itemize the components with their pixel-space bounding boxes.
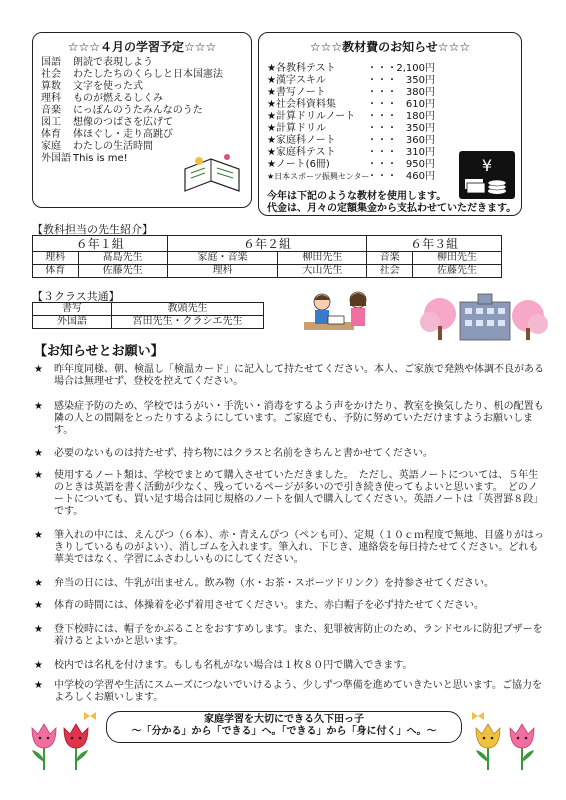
fees-title: ☆☆☆教材費のお知らせ☆☆☆ bbox=[309, 40, 471, 54]
schedule-row: 図工 想像のつばさを広げて bbox=[41, 117, 173, 128]
fee-row: ★計算ドリルノート ・・・ 180円 bbox=[267, 111, 435, 122]
footer-line-2: ～「分かる」から「できる」へ。「できる」から「身に付く」へ。～ bbox=[131, 726, 437, 737]
star-icon: ★ bbox=[34, 680, 43, 691]
schedule-box bbox=[32, 32, 252, 208]
star-icon: ★ bbox=[34, 470, 43, 481]
star-icon: ★ bbox=[34, 600, 43, 611]
table-cell: 書写 bbox=[33, 303, 112, 316]
school-blossom-illustration-icon bbox=[420, 290, 548, 344]
footer-slogan-box bbox=[106, 711, 462, 743]
footer-line-1: 家庭学習を大切にできる久下田っ子 bbox=[204, 714, 364, 725]
star-icon: ★ bbox=[34, 401, 43, 412]
table-row bbox=[33, 303, 264, 316]
teachers-label: 【教科担当の先生紹介】 bbox=[32, 223, 153, 236]
table-row bbox=[33, 252, 502, 265]
table-cell: 音楽 bbox=[367, 252, 413, 265]
svg-text:¥: ¥ bbox=[481, 156, 493, 175]
table-cell: 髙島先生 bbox=[78, 252, 167, 265]
schedule-row: 社会 わたしたちのくらしと日本国憲法 bbox=[41, 69, 223, 80]
fee-row: ★日本スポーツ振興センター・・・ 460円 bbox=[267, 171, 435, 182]
class-2-header: ６年２組 bbox=[167, 236, 367, 252]
schedule-row: 国語 朗読で表現しよう bbox=[41, 57, 153, 68]
star-icon: ★ bbox=[34, 624, 43, 635]
schedule-row: 家庭 わたしの生活時間 bbox=[41, 141, 153, 152]
table-cell: 柳田先生 bbox=[412, 252, 501, 265]
table-cell: 理科 bbox=[33, 252, 79, 265]
notice-item: ★ 筆入れの中には、えんぴつ（６本）、赤・青えんぴつ（ペンも可）、定規（１０ｃｍ程度で無地、目盛りがはっきりしているものがよい）、消しゴムを入れます。筆入れ、下じき、連絡袋を毎日持たせてください。どれも華美ではなく、学習にふさわしいものにしてください。 bbox=[34, 530, 544, 565]
notice-item: ★ 中学校の学習や生活にスムーズにつないでいけるよう、少しずつ準備を進めていきたいと思います。ご協力をよろしくお願いします。 bbox=[34, 680, 542, 703]
common-label: 【３クラス共通】 bbox=[32, 290, 120, 303]
notices-heading: 【お知らせとお願い】 bbox=[34, 344, 164, 359]
fee-row: ★計算ドリル ・・・ 350円 bbox=[267, 123, 435, 134]
table-cell: 理科 bbox=[167, 265, 278, 278]
common-table bbox=[32, 302, 264, 329]
star-icon: ★ bbox=[34, 530, 43, 541]
fees-box bbox=[258, 32, 522, 216]
table-cell: 柳田先生 bbox=[278, 252, 367, 265]
table-row bbox=[33, 236, 502, 252]
yen-money-icon bbox=[459, 151, 515, 199]
notice-item: ★ 校内では名札を付けます。もしも名札がない場合は１枚８０円で購入できます。 bbox=[34, 660, 413, 671]
class-1-header: ６年１組 bbox=[33, 236, 168, 252]
table-cell: 教頭先生 bbox=[112, 303, 264, 316]
table-cell: 佐藤先生 bbox=[412, 265, 501, 278]
fee-row: ★各教科テスト ・・・2,100円 bbox=[267, 63, 435, 74]
fee-row: ★家庭科ノート ・・・ 360円 bbox=[267, 135, 435, 146]
fee-row: ★社会科資料集 ・・・ 610円 bbox=[267, 99, 435, 110]
star-icon: ★ bbox=[34, 364, 43, 375]
fee-row: ★家庭科テスト ・・・ 310円 bbox=[267, 147, 435, 158]
notice-item: ★ 使用するノート類は、学校でまとめて購入させていただきました。 ただし、英語ノートについては、５年生のときは英語を書く活動が少なく、残っているページが多いので引き続き使ってもよいと思います。 どのノートについても、買い足す場合は同じ規格のノートを個人で購入してください。英語ノートは「英習罫８段」です。 bbox=[34, 470, 544, 517]
table-cell: 体育 bbox=[33, 265, 79, 278]
table-cell: 宮田先生・クラシエ先生 bbox=[112, 316, 264, 329]
tulips-left-icon bbox=[24, 706, 106, 772]
star-icon: ★ bbox=[34, 448, 43, 459]
schedule-row: 音楽 にっぽんのうたみんなのうた bbox=[41, 105, 203, 116]
table-cell: 家庭・音楽 bbox=[167, 252, 278, 265]
table-row bbox=[33, 316, 264, 329]
table-cell: 外国語 bbox=[33, 316, 112, 329]
fee-note-2: 代金は、月々の定額集金から支払わせていただきます。 bbox=[267, 203, 517, 214]
teachers-table bbox=[32, 235, 502, 278]
tulips-right-icon bbox=[466, 706, 548, 772]
fee-note-1: 今年は下記のような教材を使用します。 bbox=[267, 191, 447, 202]
star-icon: ★ bbox=[34, 578, 43, 589]
class-3-header: ６年３組 bbox=[367, 236, 502, 252]
fee-row: ★ノート(6冊) ・・・ 950円 bbox=[267, 159, 435, 170]
schedule-row: 外国語 This is me! bbox=[41, 153, 128, 164]
schedule-row: 体育 体ほぐし・走り高跳び bbox=[41, 129, 173, 140]
fee-row: ★漢字スキル ・・・ 350円 bbox=[267, 75, 435, 86]
notice-item: ★ 昨年度同様、朝、検温し「検温カード」に記入して持たせてください。本人、ご家族で発熱や体調不良がある場合は無理せず、登校を控えてください。 bbox=[34, 364, 544, 387]
notice-item: ★ 登下校時には、帽子をかぶることをおすすめします。また、犯罪被害防止のため、ランドセルに防犯ブザーを着けるとよいかと思います。 bbox=[34, 624, 543, 647]
schedule-title: ☆☆☆４月の学習予定☆☆☆ bbox=[67, 40, 217, 54]
table-row bbox=[33, 265, 502, 278]
table-cell: 佐藤先生 bbox=[78, 265, 167, 278]
children-illustration-icon bbox=[300, 288, 380, 340]
schedule-row: 理科 ものが燃えるしくみ bbox=[41, 93, 163, 104]
table-cell: 大山先生 bbox=[278, 265, 367, 278]
notice-item: ★ 感染症予防のため、学校ではうがい・手洗い・消毒をするよう声をかけたり、教室を換気したり、机の配置も隣の人との間隔をとったりするようにしています。ご家庭でも、予防に努めていただけますようお願いします。 bbox=[34, 401, 544, 436]
notice-item: ★ 弁当の日には、牛乳が出ません。飲み物（水・お茶・スポーツドリンク）を持参させてください。 bbox=[34, 578, 494, 589]
notice-item: ★ 体育の時間には、体操着を必ず着用させてください。また、赤白帽子を必ず持たせてください。 bbox=[34, 600, 484, 611]
notice-item: ★ 必要のないものは持たせず、持ち物にはクラスと名前をきちんと書かせてください。 bbox=[34, 448, 433, 459]
star-icon: ★ bbox=[34, 660, 43, 671]
table-cell: 社会 bbox=[367, 265, 413, 278]
fee-row: ★書写ノート ・・・ 380円 bbox=[267, 87, 435, 98]
schedule-row: 算数 文字を使った式 bbox=[41, 81, 143, 92]
book-illustration-icon bbox=[181, 151, 243, 199]
